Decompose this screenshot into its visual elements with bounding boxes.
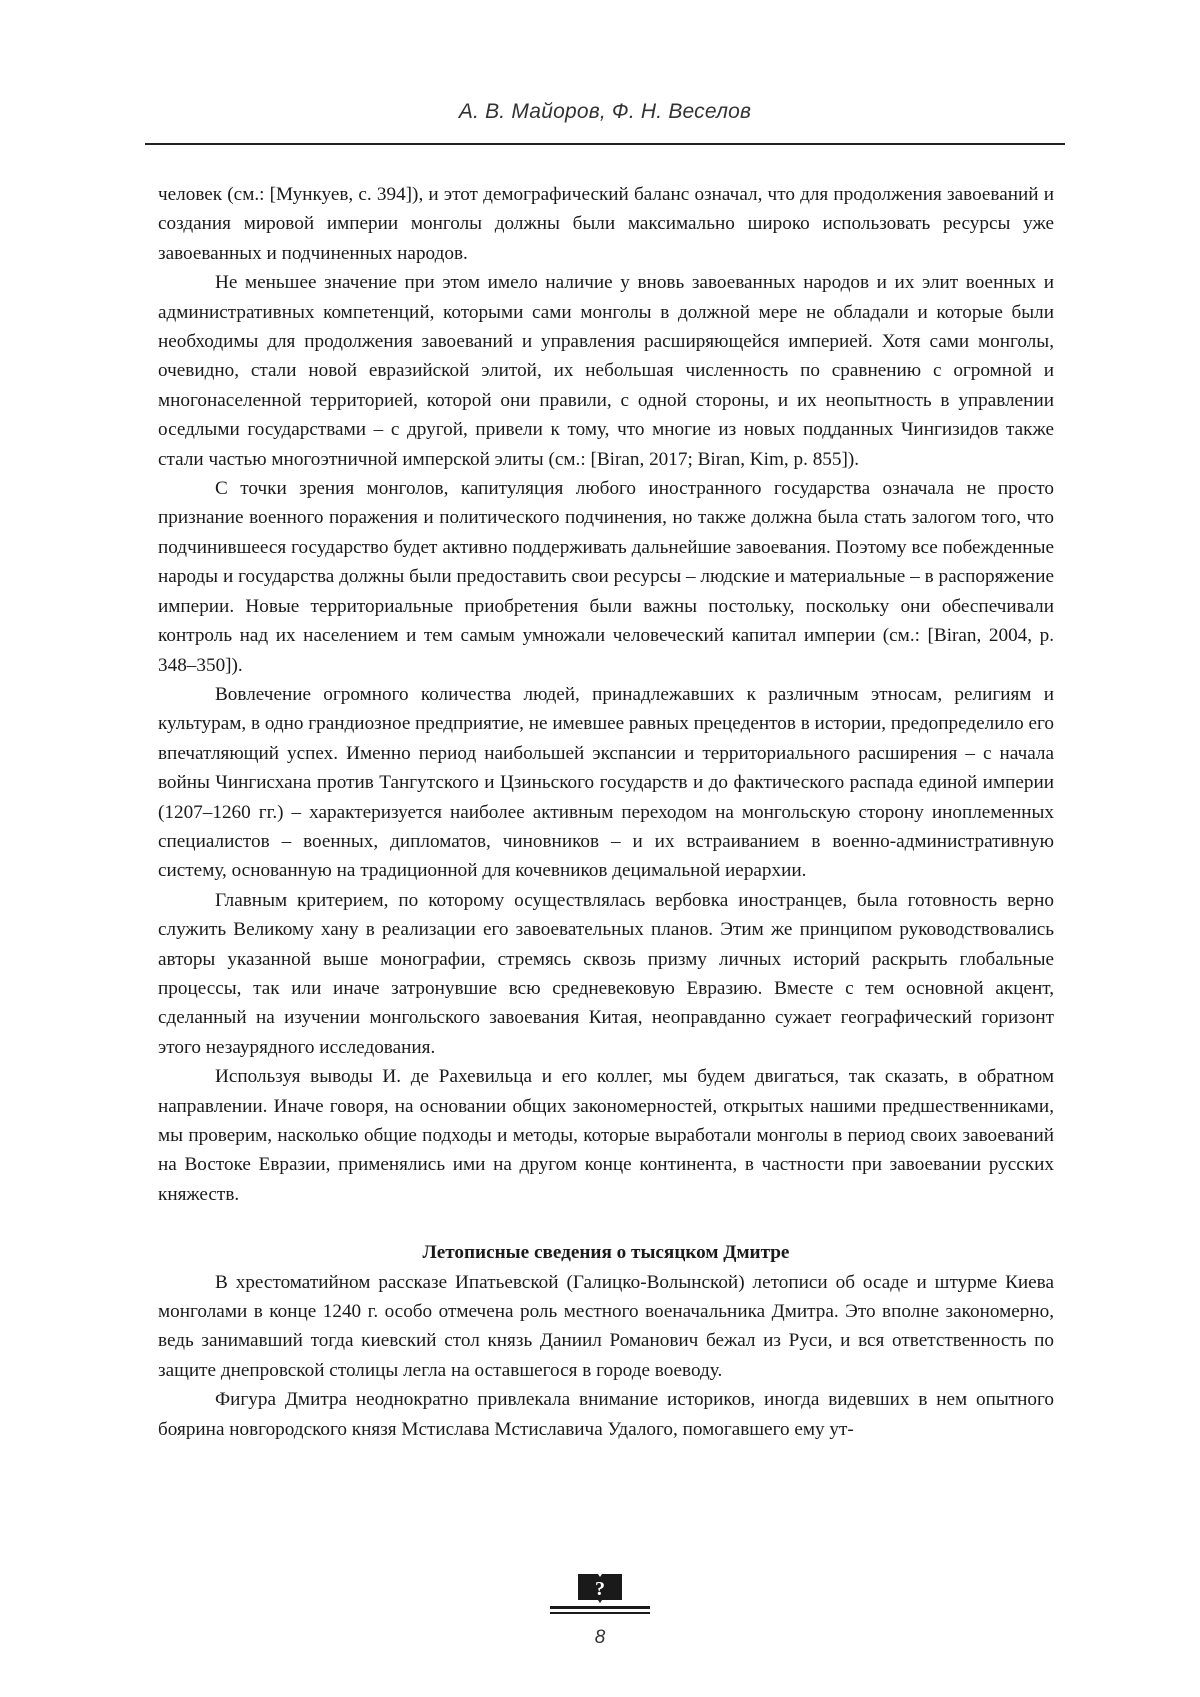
section-heading: Летописные сведения о тысяцком Дмитре (422, 1242, 790, 1264)
header-divider (145, 143, 1065, 145)
book-question-icon (548, 1570, 652, 1618)
paragraph: Не меньшее значение при этом имело наличие у вновь завоеванных народов и их элит военных и административных компетенций, которыми сами монголы в должной мере не обладали и которые были необходимы для продолжения завоеваний и управления расширяющейся империей. Хотя сами монголы, очевидно, стали новой евразийской элитой, их небольшая численность по сравнению с огромной и многонаселенной территорией, которой они правили, с одной стороны, и их неопытность в управлении оседлыми государствами – с другой, привели к тому, что многие из новых подданных Чингизидов также стали частью многоэтничной имперской элиты (см.: [Biran, 2017; Biran, Kim, p. 855]). (158, 272, 1054, 470)
paragraph: Фигура Дмитра неоднократно привлекала внимание историков, иногда видевших в нем опытного боярина новгородского князя Мстислава Мстиславича Удалого, помогавшего ему ут- (158, 1389, 1054, 1440)
paragraph: Вовлечение огромного количества людей, принадлежавших к различным этносам, религиям и культурам, в одно грандиозное предприятие, не имевшее равных прецедентов в истории, предопределило его впечатляющий успех. Именно период наибольшей экспансии и территориального расширения – с начала войны Чингисхана против Тангутского и Цзиньского государств и до фактического распада единой империи (1207–1260 гг.) – характеризуется наиболее активным переходом на монгольскую сторону иноплеменных специалистов – военных, дипломатов, чиновников – и их встраиванием в военно-административную систему, основанную на традиционной для кочевников децимальной иерархии. (158, 683, 1054, 882)
paragraph: С точки зрения монголов, капитуляция любого иностранного государства означала не просто признание военного поражения и политического подчинения, но также должна была стать залогом того, что подчинившееся государство будет активно поддерживать дальнейшие завоевания. Поэтому все побежденные народы и государства должны были предоставить свои ресурсы – людские и материальные – в распоряжение империи. Новые территориальные приобретения были важны постольку, поскольку они обеспечивали контроль над их населением и тем самым умножали человеческий капитал империи (см.: [Biran, 2004, p. 348–350]). (158, 478, 1054, 676)
logo-glyph: ? (595, 1578, 605, 1600)
running-header: А. В. Майоров, Ф. Н. Веселов (458, 100, 752, 123)
paragraph: человек (см.: [Мункуев, с. 394]), и этот демографический баланс означал, что для продолжения завоеваний и создания мировой империи монголы должны были максимально широко использовать ресурсы уже завоеванных и подчиненных народов. (158, 184, 1054, 264)
paragraph: В хрестоматийном рассказе Ипатьевской (Галицко-Волынской) летописи об осаде и штурме Киева монголами в конце 1240 г. особо отмечена роль местного военачальника Дмитра. Это вполне закономерно, ведь занимавший тогда киевский стол князь Даниил Романович бежал из Руси, и вся ответственность по защите днепровской столицы легла на оставшегося в городе воеводу. (158, 1271, 1054, 1381)
page-number: 8 (594, 1627, 606, 1648)
main-text (158, 180, 1054, 1444)
paragraph: Главным критерием, по которому осуществлялась вербовка иностранцев, была готовность верно служить Великому хану в реализации его завоевательных планов. Этим же принципом руководствовались авторы указанной выше монографии, стремясь сквозь призму личных историй раскрыть глобальные процессы, так или иначе затронувшие всю средневековую Евразию. Вместе с тем основной акцент, сделанный на изучении монгольского завоевания Китая, неоправданно сужает географический горизонт этого незаурядного исследования. (158, 889, 1054, 1058)
paragraph: Используя выводы И. де Рахевильца и его коллег, мы будем двигаться, так сказать, в обратном направлении. Иначе говоря, на основании общих закономерностей, открытых нашими предшественниками, мы проверим, насколько общие подходы и методы, которые выработали монголы в период своих завоеваний на Востоке Евразии, применялись ими на другом конце континента, в частности при завоевании русских княжеств. (158, 1066, 1054, 1205)
